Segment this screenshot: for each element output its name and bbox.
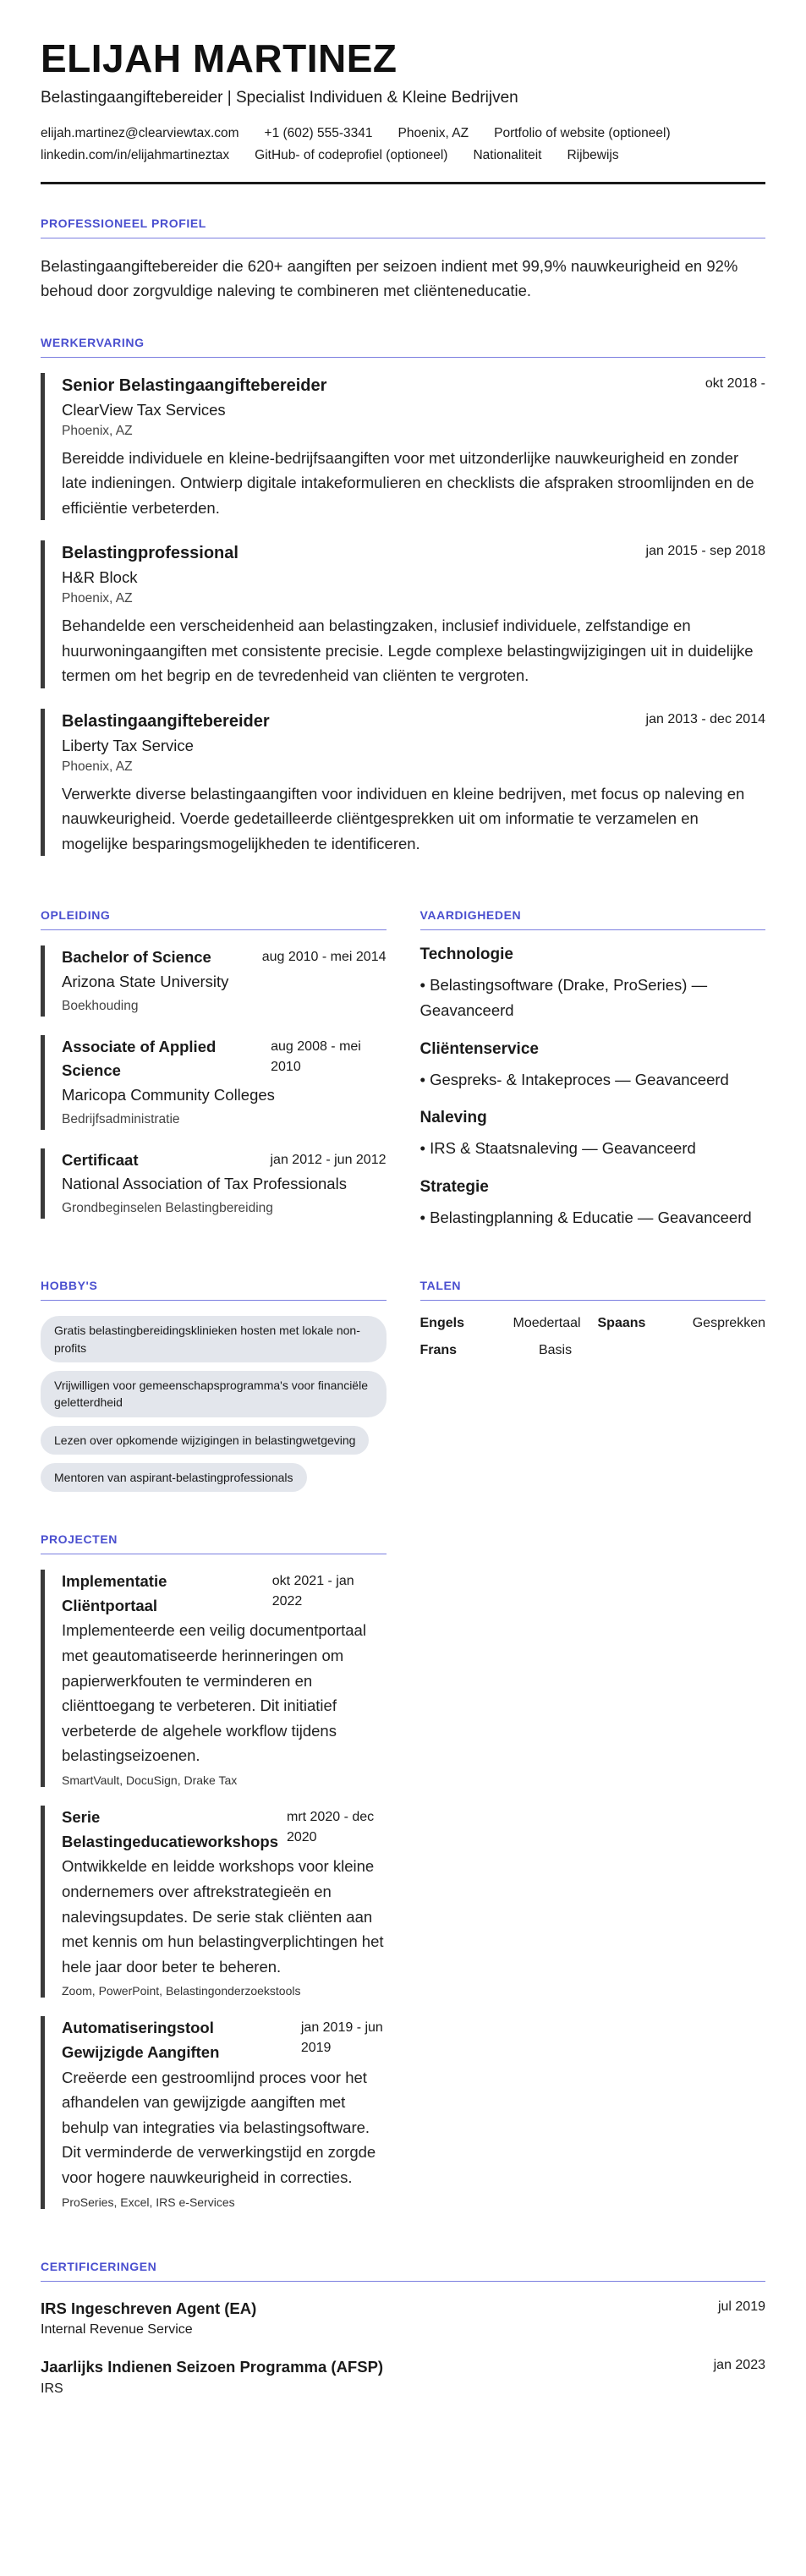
language-level: Basis	[538, 1343, 573, 1358]
job-title: Belastingprofessional	[62, 544, 239, 563]
education-field: Boekhouding	[62, 998, 139, 1013]
education-school: Maricopa Community Colleges	[62, 1086, 275, 1104]
project-title: Serie Belastingeducatieworkshops	[62, 1808, 278, 1850]
contact-phone[interactable]: +1 (602) 555-3341	[264, 125, 373, 140]
education-entry	[41, 1148, 387, 1219]
project-title: Automatiseringstool Gewijzigde Aangiften	[62, 2019, 220, 2062]
resume-header	[41, 37, 765, 184]
job-location: Phoenix, AZ	[62, 759, 133, 774]
experience-entry	[41, 540, 765, 688]
language-level: Gesprekken	[692, 1316, 765, 1331]
hobbies-languages-row	[41, 1247, 765, 1500]
project-entry	[41, 2016, 387, 2208]
contact-nationality: Nationaliteit	[473, 147, 542, 162]
languages-section	[420, 1247, 766, 1500]
projects-row	[41, 1500, 765, 2228]
education-date: aug 2010 - mei 2014	[261, 950, 387, 965]
certification-date: jul 2019	[717, 2299, 765, 2314]
project-entry	[41, 1806, 387, 1998]
project-date: jan 2019 - jun 2019	[300, 2020, 383, 2056]
certification-entry	[41, 2297, 765, 2341]
project-description: Implementeerde een veilig documentportaal met geautomatiseerde herinneringen om papierwerkfouten te verminderen en cliënttoegang te verbeteren. Dit initiatief verbeterde de algehele workflow tijdens belastingseizoenen.	[62, 1621, 366, 1765]
profile-section	[41, 216, 765, 304]
education-entry	[41, 945, 387, 1016]
education-section	[41, 876, 387, 1247]
certification-name: Jaarlijks Indienen Seizoen Programma (AFSP)	[41, 2358, 384, 2376]
skill-category: Strategie	[419, 1177, 489, 1196]
language-name: Frans	[419, 1343, 458, 1358]
certifications-section	[41, 2260, 765, 2400]
certification-issuer: IRS	[41, 2381, 63, 2397]
job-description: Bereidde individuele en kleine-bedrijfsaangiften voor met uitzonderlijke nauwkeurigheid en zonder late indieningen. Ontwierp digitale intakeformulieren en checklists die afspraken stroomlijnden en de efficiëntie verbeterden.	[62, 448, 754, 517]
skill-item: • Gespreks- & Intakeproces — Geavanceerd	[419, 1070, 729, 1088]
skill-category: Cliëntenservice	[419, 1039, 539, 1058]
experience-entry	[41, 373, 765, 521]
section-title-projects: PROJECTEN	[41, 1532, 387, 1554]
education-field: Bedrijfsadministratie	[62, 1111, 180, 1126]
section-title-profile: PROFESSIONEEL PROFIEL	[41, 216, 765, 238]
contact-github[interactable]: GitHub- of codeprofiel (optioneel)	[255, 147, 448, 162]
hobby-tag: Mentoren van aspirant-belastingprofessionals	[41, 1463, 307, 1492]
header-divider	[41, 182, 765, 184]
certification-name: IRS Ingeschreven Agent (EA)	[41, 2299, 257, 2317]
section-title-education: OPLEIDING	[41, 908, 387, 930]
job-date: jan 2015 - sep 2018	[645, 544, 765, 559]
contact-email[interactable]: elijah.martinez@clearviewtax.com	[41, 125, 239, 140]
section-title-certifications: CERTIFICERINGEN	[41, 2260, 765, 2282]
contact-portfolio[interactable]: Portfolio of website (optioneel)	[494, 125, 671, 140]
job-description: Behandelde een verscheidenheid aan belastingzaken, inclusief individuele, zelfstandige en huurwoningaangiften met consistente precisie. Legde complexe belastingwijzigingen uit in duidelijke termen om het begrip en de tevredenheid van cliënten te vergroten.	[62, 617, 754, 685]
experience-entry	[41, 709, 765, 857]
candidate-name: ELIJAH MARTINEZ	[41, 36, 398, 80]
section-title-languages: TALEN	[420, 1279, 766, 1301]
project-description: Ontwikkelde en leidde workshops voor kleine ondernemers over aftrekstrategieën en nalevingsupdates. De serie stak cliënten aan met kennis om hun belastingverplichtingen het hele jaar door beter te beheren.	[62, 1857, 384, 1976]
hobby-tag: Vrijwilligen voor gemeenschapsprogramma's voor financiële geletterdheid	[41, 1371, 387, 1417]
skill-item: • Belastingplanning & Educatie — Geavanceerd	[419, 1208, 752, 1226]
section-title-experience: WERKERVARING	[41, 336, 765, 358]
skills-section	[420, 876, 766, 1247]
job-description: Verwerkte diverse belastingaangiften voor individuen en kleine bedrijven, met focus op naleving en nauwkeurigheid. Voerde gedetailleerde cliëntgesprekken uit om informatie te verzamelen en mogelijke besparingsmogelijkheden te identificeren.	[62, 784, 745, 852]
contact-location: Phoenix, AZ	[398, 125, 469, 140]
job-company: H&R Block	[62, 568, 138, 587]
job-title: Senior Belastingaangiftebereider	[62, 375, 327, 395]
education-date: jan 2012 - jun 2012	[270, 1152, 387, 1167]
section-title-hobbies: HOBBY'S	[41, 1279, 387, 1301]
education-date: aug 2008 - mei 2010	[271, 1039, 361, 1074]
language-name: Spaans	[597, 1316, 646, 1331]
hobby-tag: Gratis belastingbereidingsklinieken hosten met lokale non-profits	[41, 1316, 387, 1362]
job-location: Phoenix, AZ	[62, 591, 133, 606]
project-entry	[41, 1570, 387, 1787]
skill-item: • IRS & Staatsnaleving — Geavanceerd	[419, 1139, 696, 1158]
education-skills-row	[41, 876, 765, 1247]
skill-item: • Belastingsoftware (Drake, ProSeries) — Geavanceerd	[419, 976, 708, 1019]
skill-category: Technologie	[419, 945, 513, 964]
projects-section	[41, 1500, 387, 2228]
certification-date: jan 2023	[713, 2358, 765, 2373]
education-degree: Bachelor of Science	[62, 948, 211, 967]
contact-license: Rijbewijs	[567, 147, 619, 162]
education-entry	[41, 1035, 387, 1130]
candidate-headline: Belastingaangiftebereider | Specialist Individuen & Kleine Bedrijven	[41, 88, 518, 107]
project-tools: ProSeries, Excel, IRS e-Services	[62, 2195, 235, 2209]
experience-section	[41, 336, 765, 857]
job-date: okt 2018 -	[705, 375, 765, 391]
education-school: Arizona State University	[62, 973, 229, 991]
profile-summary: Belastingaangiftebereider die 620+ aangiften per seizoen indient met 99,9% nauwkeurigheid en 92% behoud door zorgvuldige naleving te combineren met cliënteneducatie.	[41, 256, 738, 300]
hobby-tag: Lezen over opkomende wijzigingen in belastingwetgeving	[41, 1426, 369, 1455]
section-title-skills: VAARDIGHEDEN	[420, 908, 766, 930]
project-date: mrt 2020 - dec 2020	[286, 1810, 375, 1845]
education-school: National Association of Tax Professionals	[62, 1175, 347, 1193]
certification-entry	[41, 2355, 765, 2399]
job-location: Phoenix, AZ	[62, 423, 133, 438]
contact-list	[41, 126, 765, 163]
job-company: Liberty Tax Service	[62, 736, 194, 754]
certification-issuer: Internal Revenue Service	[41, 2322, 193, 2338]
projects-row-spacer	[420, 1500, 766, 2228]
education-degree: Associate of Applied Science	[62, 1037, 217, 1080]
education-degree: Certificaat	[62, 1150, 139, 1169]
language-level: Moedertaal	[513, 1316, 581, 1331]
project-date: okt 2021 - jan 2022	[271, 1574, 354, 1609]
project-title: Implementatie Cliëntportaal	[62, 1572, 167, 1614]
project-description: Creëerde een gestroomlijnd proces voor het afhandelen van gewijzigde aangiften met behulp van integraties via belastingsoftware. Dit verminderde de verwerkingstijd en zorgde voor hogere nauwkeurigheid in correcties.	[62, 2068, 376, 2187]
job-title: Belastingaangiftebereider	[62, 711, 270, 731]
project-tools: SmartVault, DocuSign, Drake Tax	[62, 1773, 238, 1788]
education-field: Grondbeginselen Belastingbereiding	[62, 1201, 273, 1216]
language-name: Engels	[419, 1316, 464, 1331]
job-company: ClearView Tax Services	[62, 400, 226, 419]
contact-linkedin[interactable]: linkedin.com/in/elijahmartineztax	[41, 147, 230, 162]
language-grid	[420, 1316, 766, 1358]
job-date: jan 2013 - dec 2014	[645, 711, 765, 726]
project-tools: Zoom, PowerPoint, Belastingonderzoekstools	[62, 1984, 301, 1998]
skill-category: Naleving	[419, 1109, 487, 1127]
hobbies-section	[41, 1247, 387, 1500]
